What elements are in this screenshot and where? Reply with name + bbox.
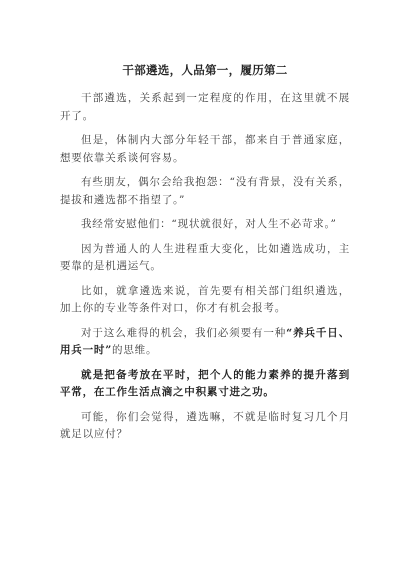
document-title: 干部遴选，人品第一，履历第二	[122, 63, 288, 77]
paragraph-5: 因为普通人的人生进程重大变化，比如遴选成功，主要靠的是机遇运气。	[60, 242, 350, 272]
paragraph-7-after: 的思维。	[112, 344, 158, 356]
paragraph-9: 可能，你们会觉得，遴选嘛，不就是临时复习几个月就足以应付？	[60, 410, 350, 440]
paragraph-8-bold: 就是把备考放在平时，把个人的能力素养的提升落到平常，在工作生活点滴之中积累寸进之功。	[60, 368, 350, 398]
paragraph-1: 干部遴选，关系起到一定程度的作用，在这里就不展开了。	[60, 92, 350, 122]
paragraph-4: 我经常安慰他们：“现状就很好，对人生不必苛求。”	[81, 218, 337, 230]
document-page	[60, 62, 350, 451]
paragraph-7-emphasis: “养兵千日、用兵一时”	[60, 326, 351, 356]
paragraph-7-before: 对于这么难得的机会，我们必须要有一种	[81, 326, 287, 339]
paragraph-6: 比如，就拿遴选来说，首先要有相关部门组织遴选，加上你的专业等条件对口，你才有机会报考。	[60, 284, 350, 314]
paragraph-2: 但是，体制内大部分年轻干部，都来自于普通家庭，想要依靠关系谈何容易。	[60, 134, 350, 164]
paragraph-7	[60, 325, 350, 360]
paragraph-3: 有些朋友，偶尔会给我抱怨：“没有背景，没有关系，提拔和遴选都不指望了。”	[60, 176, 350, 206]
